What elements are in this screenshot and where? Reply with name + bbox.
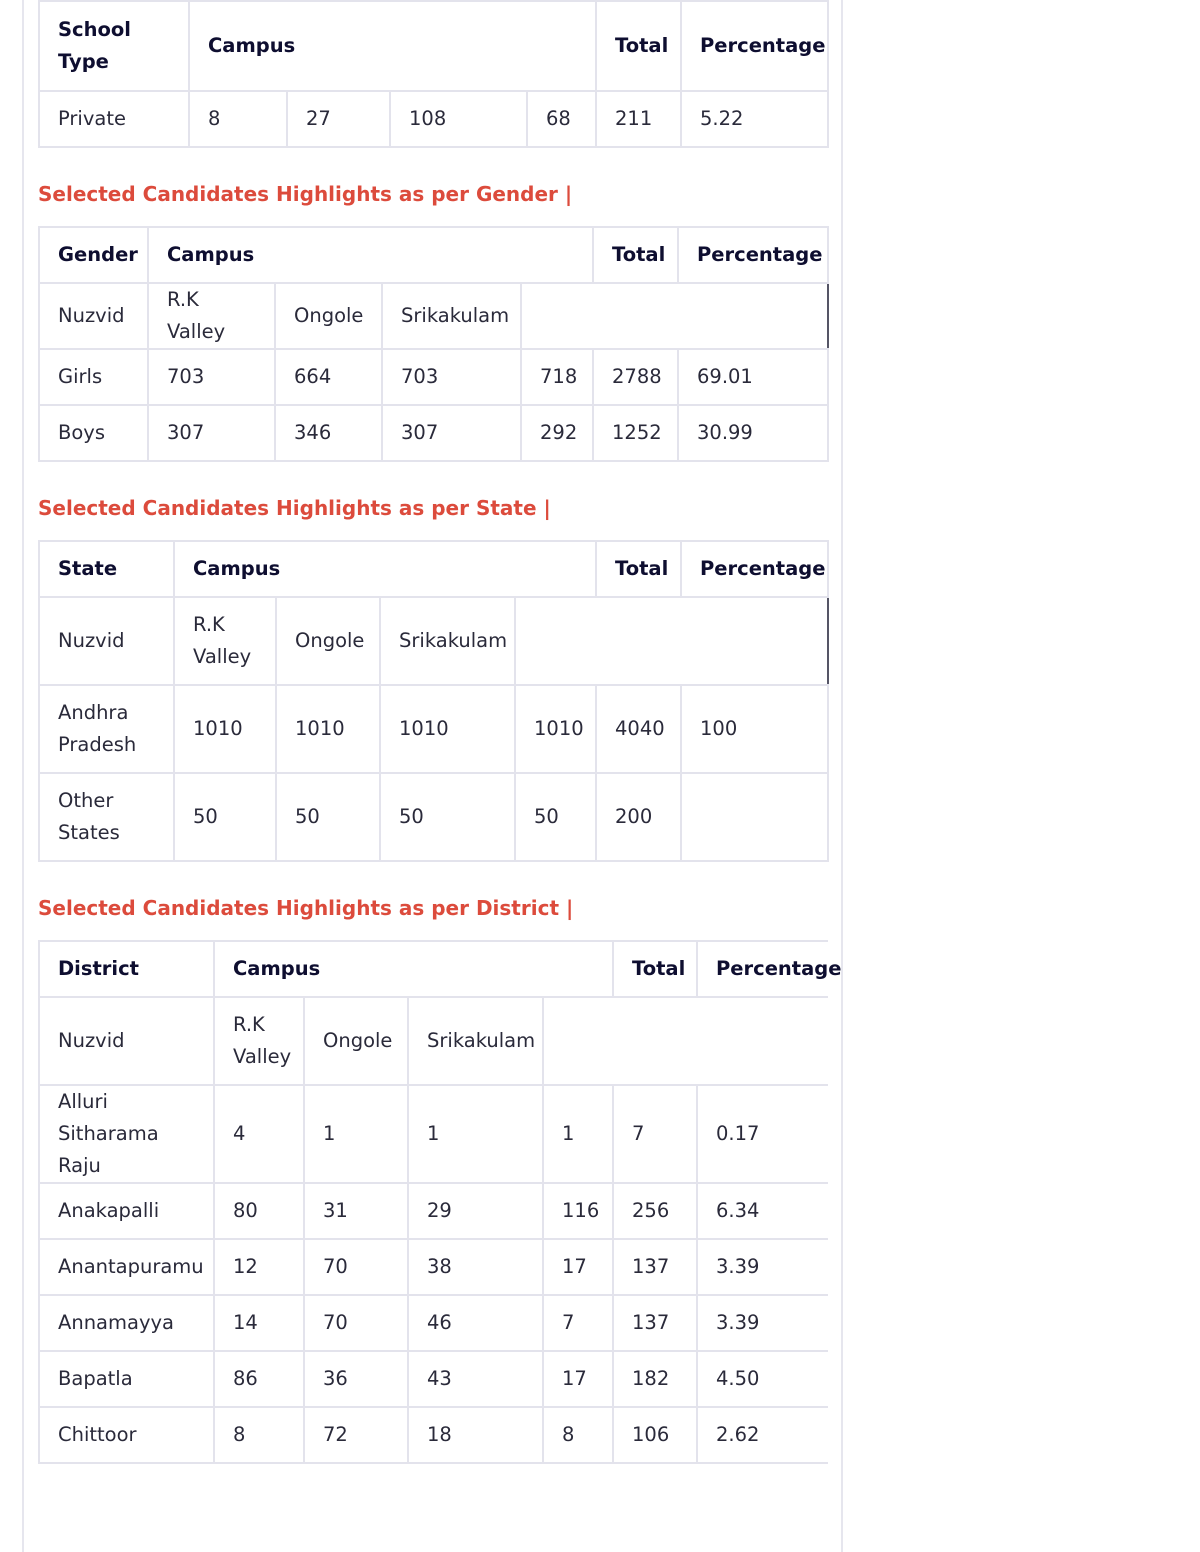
cell-total: 137 bbox=[613, 1295, 697, 1351]
cell-total: 7 bbox=[613, 1085, 697, 1183]
cell-value: 8 bbox=[543, 1407, 613, 1463]
campus-ongole: Ongole bbox=[304, 997, 408, 1085]
campus-row bbox=[39, 283, 828, 349]
header-state: State bbox=[39, 541, 174, 597]
cell-value: 72 bbox=[304, 1407, 408, 1463]
cell-value: 292 bbox=[521, 405, 593, 461]
header-total: Total bbox=[593, 227, 678, 283]
campus-srikakulam: Srikakulam bbox=[380, 597, 515, 685]
campus-ongole: Ongole bbox=[275, 283, 382, 349]
cell-gender: Girls bbox=[39, 349, 148, 405]
table-row bbox=[39, 1351, 828, 1407]
right-border bbox=[841, 0, 843, 1552]
header-campus: Campus bbox=[174, 541, 596, 597]
cell-total: 137 bbox=[613, 1239, 697, 1295]
header-school-type: School Type bbox=[39, 1, 189, 91]
cell-district: Annamayya bbox=[39, 1295, 214, 1351]
campus-ongole: Ongole bbox=[276, 597, 380, 685]
header-campus: Campus bbox=[214, 941, 613, 997]
table-row bbox=[39, 1183, 828, 1239]
cell-percentage: 69.01 bbox=[678, 349, 828, 405]
header-total: Total bbox=[596, 541, 681, 597]
cell-value: 36 bbox=[304, 1351, 408, 1407]
cell-value: 664 bbox=[275, 349, 382, 405]
cell-total: 211 bbox=[596, 91, 681, 147]
cell-value: 7 bbox=[543, 1295, 613, 1351]
cell-value: 1 bbox=[408, 1085, 543, 1183]
gender-table bbox=[38, 226, 829, 462]
article-content bbox=[38, 0, 842, 1464]
header-percentage: Percentage bbox=[681, 1, 828, 91]
cell-value: 70 bbox=[304, 1295, 408, 1351]
cell-value: 50 bbox=[515, 773, 596, 861]
cell-value: 4 bbox=[214, 1085, 304, 1183]
campus-srikakulam: Srikakulam bbox=[382, 283, 521, 349]
cell-value: 1 bbox=[304, 1085, 408, 1183]
header-percentage: Percentage bbox=[681, 541, 828, 597]
cell-value: 46 bbox=[408, 1295, 543, 1351]
campus-row bbox=[39, 597, 828, 685]
cell-value: 17 bbox=[543, 1239, 613, 1295]
cell-value: 70 bbox=[304, 1239, 408, 1295]
cell-value: 86 bbox=[214, 1351, 304, 1407]
cell-value: 8 bbox=[214, 1407, 304, 1463]
table-row bbox=[39, 405, 828, 461]
empty-cell bbox=[515, 597, 828, 685]
state-table bbox=[38, 540, 829, 862]
cell-value: 50 bbox=[380, 773, 515, 861]
cell-school-type: Private bbox=[39, 91, 189, 147]
cell-value: 1010 bbox=[515, 685, 596, 773]
cell-value: 108 bbox=[390, 91, 527, 147]
table-row bbox=[39, 685, 828, 773]
left-border bbox=[22, 0, 24, 1552]
header-gender: Gender bbox=[39, 227, 148, 283]
header-campus: Campus bbox=[189, 1, 596, 91]
cell-value: 1010 bbox=[380, 685, 515, 773]
table-row bbox=[39, 773, 828, 861]
cell-value: 116 bbox=[543, 1183, 613, 1239]
cell-value: 8 bbox=[189, 91, 287, 147]
district-heading: Selected Candidates Highlights as per District | bbox=[38, 896, 574, 920]
cell-state: Other States bbox=[39, 773, 174, 861]
cell-total: 256 bbox=[613, 1183, 697, 1239]
gender-heading: Selected Candidates Highlights as per Gender | bbox=[38, 182, 573, 206]
table-header-row bbox=[39, 941, 828, 997]
cell-percentage: 3.39 bbox=[697, 1295, 828, 1351]
cell-percentage bbox=[681, 773, 828, 861]
header-total: Total bbox=[596, 1, 681, 91]
campus-rk-valley: R.K Valley bbox=[174, 597, 276, 685]
header-campus: Campus bbox=[148, 227, 593, 283]
cell-total: 1252 bbox=[593, 405, 678, 461]
table-header-row bbox=[39, 227, 828, 283]
cell-percentage: 5.22 bbox=[681, 91, 828, 147]
cell-total: 2788 bbox=[593, 349, 678, 405]
cell-district: Alluri Sitharama Raju bbox=[39, 1085, 214, 1183]
campus-rk-valley: R.K Valley bbox=[214, 997, 304, 1085]
cell-value: 1 bbox=[543, 1085, 613, 1183]
cell-value: 307 bbox=[148, 405, 275, 461]
cell-percentage: 2.62 bbox=[697, 1407, 828, 1463]
school-type-table bbox=[38, 0, 829, 148]
cell-value: 14 bbox=[214, 1295, 304, 1351]
table-row bbox=[39, 1295, 828, 1351]
state-heading: Selected Candidates Highlights as per State | bbox=[38, 496, 551, 520]
cell-percentage: 6.34 bbox=[697, 1183, 828, 1239]
campus-srikakulam: Srikakulam bbox=[408, 997, 543, 1085]
table-row bbox=[39, 91, 828, 147]
header-percentage: Percentage bbox=[697, 941, 828, 997]
cell-value: 346 bbox=[275, 405, 382, 461]
cell-value: 1010 bbox=[276, 685, 380, 773]
empty-cell bbox=[521, 283, 828, 349]
campus-nuzvid: Nuzvid bbox=[39, 597, 174, 685]
cell-percentage: 3.39 bbox=[697, 1239, 828, 1295]
cell-percentage: 100 bbox=[681, 685, 828, 773]
campus-nuzvid: Nuzvid bbox=[39, 997, 214, 1085]
cell-percentage: 0.17 bbox=[697, 1085, 828, 1183]
cell-district: Bapatla bbox=[39, 1351, 214, 1407]
cell-value: 50 bbox=[276, 773, 380, 861]
cell-value: 703 bbox=[148, 349, 275, 405]
cell-value: 27 bbox=[287, 91, 390, 147]
header-total: Total bbox=[613, 941, 697, 997]
empty-cell bbox=[543, 997, 828, 1085]
cell-value: 17 bbox=[543, 1351, 613, 1407]
campus-nuzvid: Nuzvid bbox=[39, 283, 148, 349]
header-percentage: Percentage bbox=[678, 227, 828, 283]
cell-value: 1010 bbox=[174, 685, 276, 773]
cell-value: 43 bbox=[408, 1351, 543, 1407]
table-row bbox=[39, 1085, 828, 1183]
cell-value: 307 bbox=[382, 405, 521, 461]
cell-district: Anakapalli bbox=[39, 1183, 214, 1239]
cell-value: 68 bbox=[527, 91, 596, 147]
cell-percentage: 30.99 bbox=[678, 405, 828, 461]
table-header-row bbox=[39, 541, 828, 597]
cell-value: 18 bbox=[408, 1407, 543, 1463]
cell-total: 200 bbox=[596, 773, 681, 861]
cell-value: 703 bbox=[382, 349, 521, 405]
district-table bbox=[38, 940, 842, 1464]
cell-value: 31 bbox=[304, 1183, 408, 1239]
table-row bbox=[39, 1407, 828, 1463]
cell-district: Chittoor bbox=[39, 1407, 214, 1463]
table-header-row bbox=[39, 1, 828, 91]
cell-value: 80 bbox=[214, 1183, 304, 1239]
cell-value: 38 bbox=[408, 1239, 543, 1295]
cell-total: 106 bbox=[613, 1407, 697, 1463]
cell-value: 50 bbox=[174, 773, 276, 861]
table-row bbox=[39, 1239, 828, 1295]
cell-district: Anantapuramu bbox=[39, 1239, 214, 1295]
table-row bbox=[39, 349, 828, 405]
cell-percentage: 4.50 bbox=[697, 1351, 828, 1407]
cell-value: 718 bbox=[521, 349, 593, 405]
campus-row bbox=[39, 997, 828, 1085]
cell-total: 4040 bbox=[596, 685, 681, 773]
cell-value: 12 bbox=[214, 1239, 304, 1295]
cell-total: 182 bbox=[613, 1351, 697, 1407]
cell-value: 29 bbox=[408, 1183, 543, 1239]
cell-gender: Boys bbox=[39, 405, 148, 461]
header-district: District bbox=[39, 941, 214, 997]
campus-rk-valley: R.K Valley bbox=[148, 283, 275, 349]
cell-state: Andhra Pradesh bbox=[39, 685, 174, 773]
